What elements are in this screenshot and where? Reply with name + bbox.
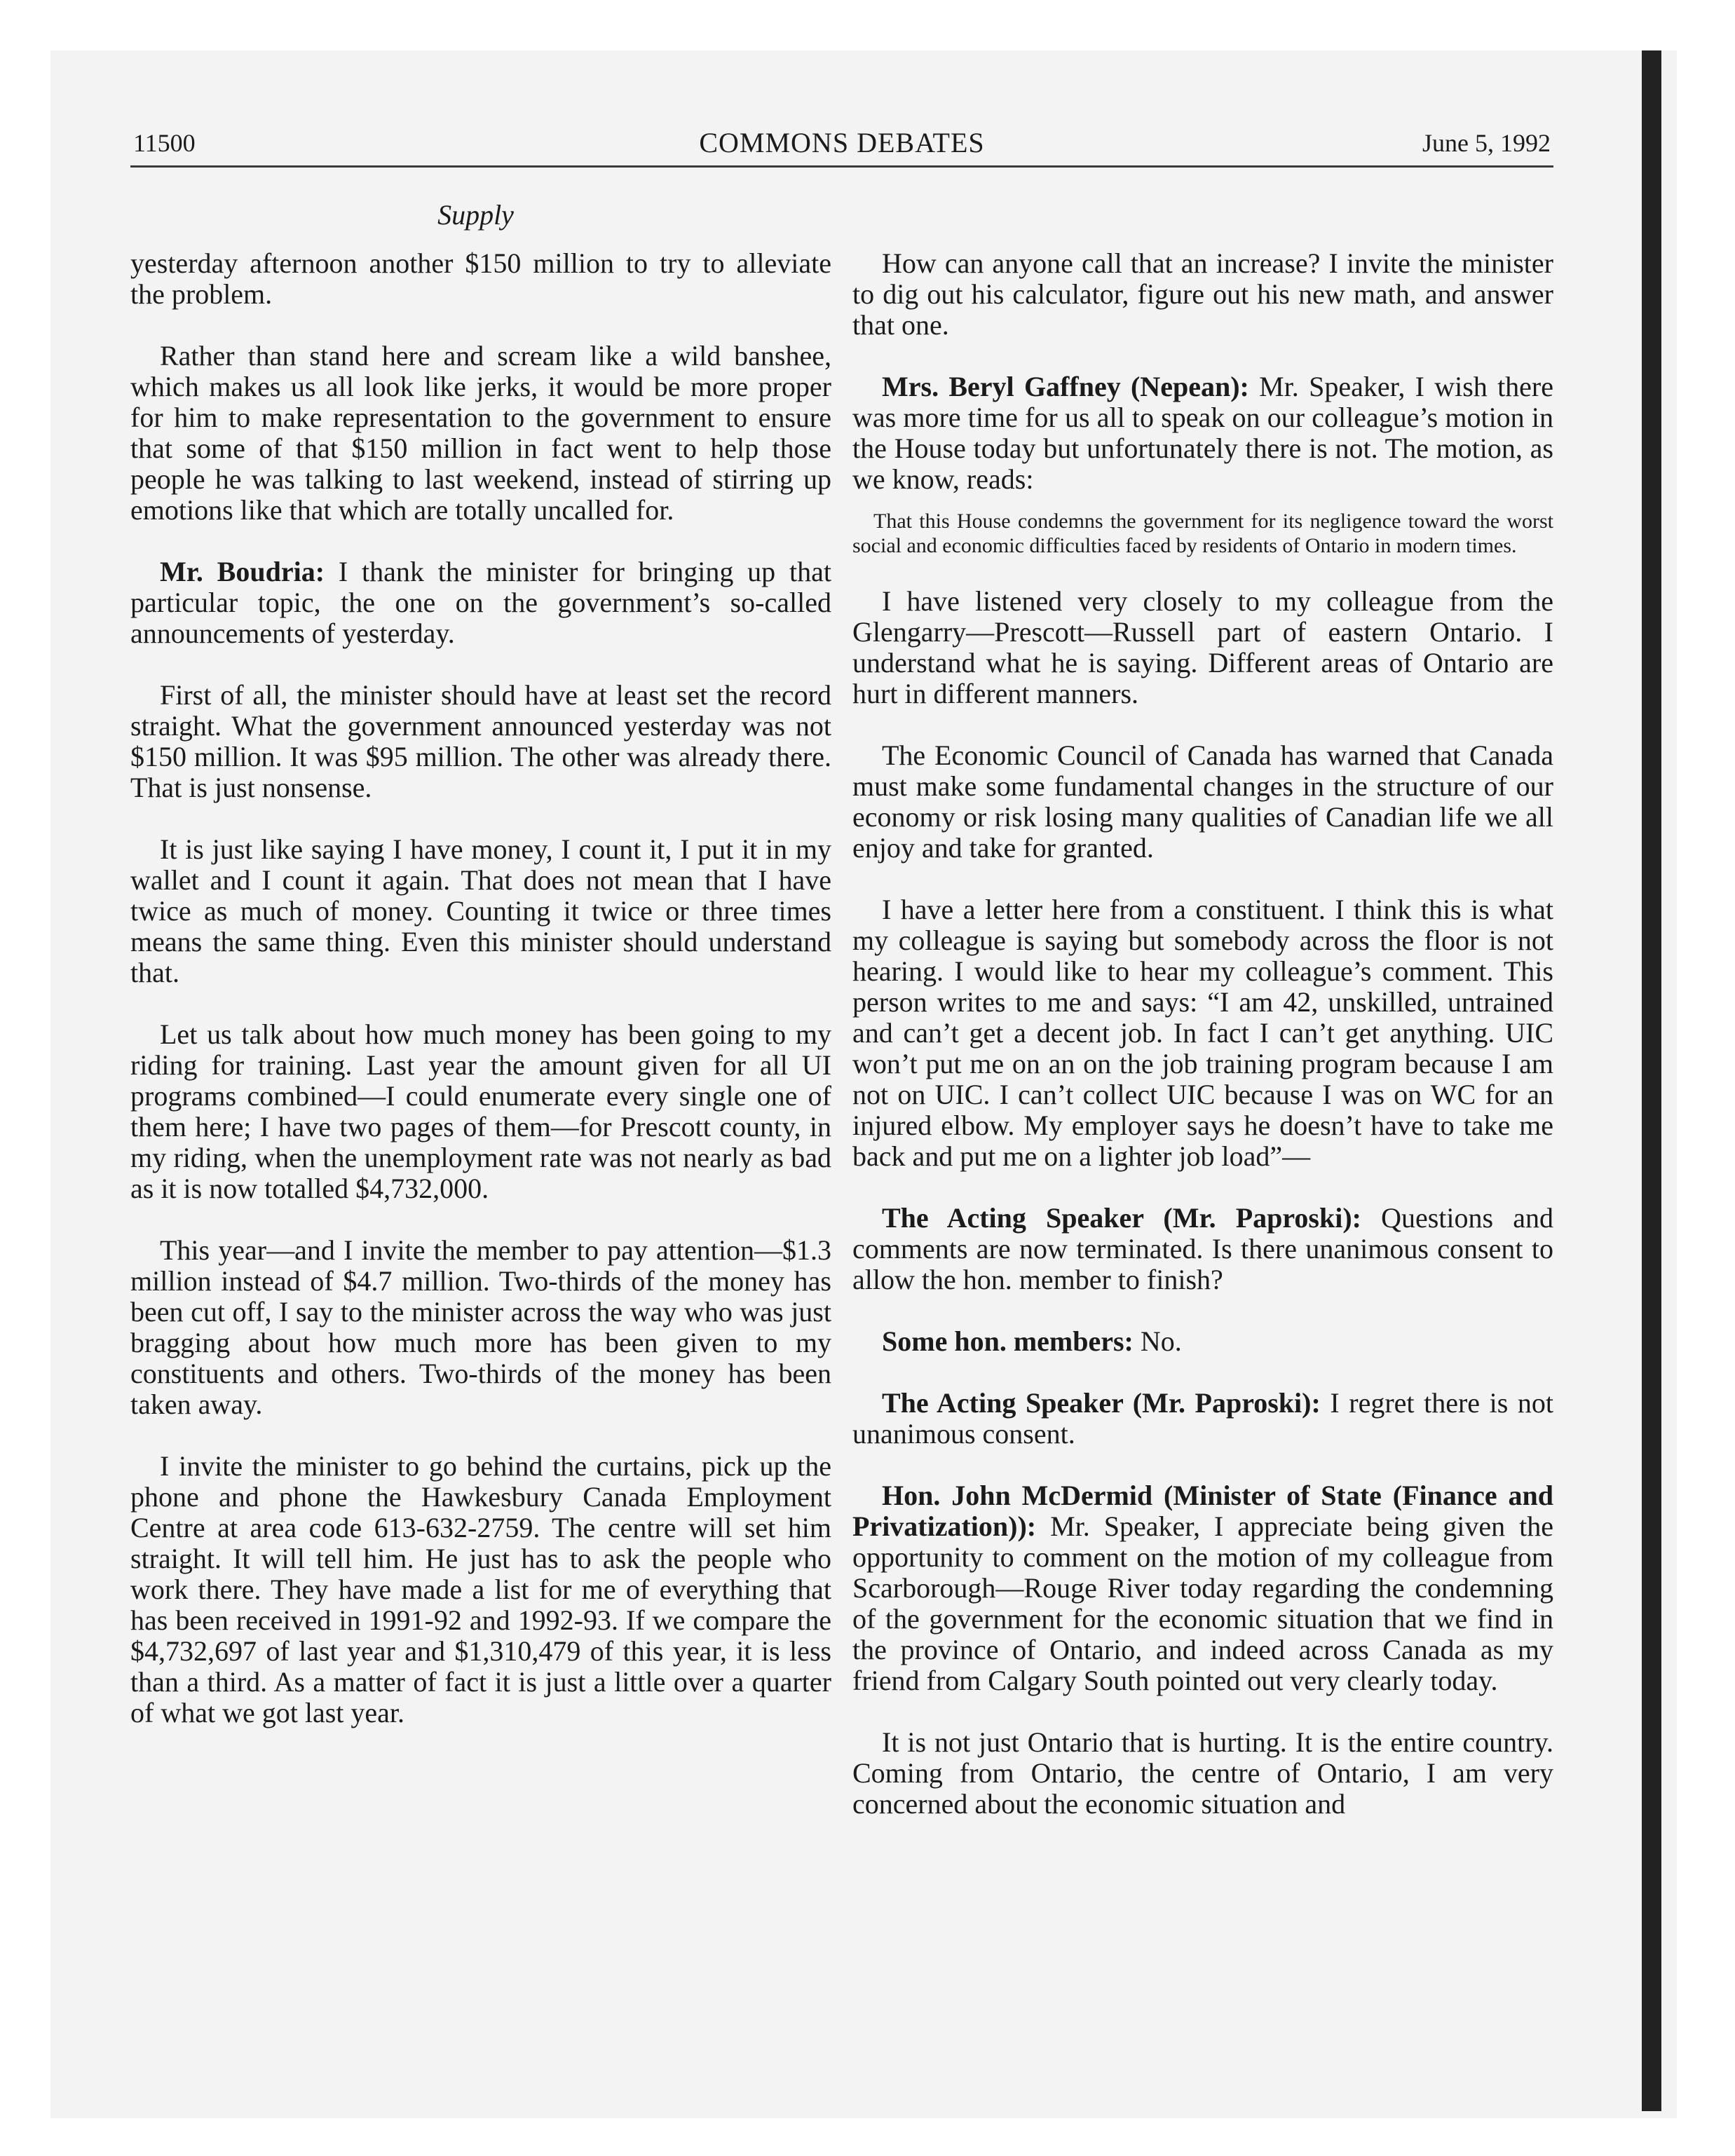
speech-text: I regret there is not unanimous consent. (852, 1387, 1553, 1449)
page-number: 11500 (133, 129, 196, 157)
section-heading: Supply (437, 199, 514, 231)
speaker-name: Some hon. members: (882, 1325, 1134, 1357)
paragraph: How can anyone call that an increase? I invite the minister to dig out his calculator, figure out his new math, and answer that one. (852, 247, 1553, 341)
issue-date: June 5, 1992 (1422, 129, 1551, 157)
running-head (130, 126, 1553, 168)
paragraph: I have a letter here from a constituent. I think this is what my colleague is saying but somebody across the floor is not hearing. I would like to hear my colleague’s comment. This person writes to me and says: “I am 42, unskilled, untrained and can’t get a decent job. In fact I can’t get anything. UIC won’t put me on an on the job training program because I am not on UIC. I can’t collect UIC because I was on WC for an injured elbow. My employer says he doesn’t have to take me back and put me on a lighter job load”— (852, 894, 1553, 1172)
publication-title: COMMONS DEBATES (699, 127, 985, 158)
paragraph: It is not just Ontario that is hurting. It is the entire country. Coming from Ontario, the centre of Ontario, I am very concerned about the economic situation and (852, 1726, 1553, 1820)
left-column (130, 248, 831, 1759)
right-column (852, 248, 1553, 1850)
paragraph: It is just like saying I have money, I count it, I put it in my wallet and I count it again. That does not mean that I have twice as much of money. Counting it twice or three times means the same thing. Even this minister should understand that. (130, 833, 831, 988)
paragraph: yesterday afternoon another $150 million to try to alleviate the problem. (130, 247, 831, 310)
speech-text: Mr. Speaker, I wish there was more time for us all to speak on our colleague’s motion in the House today but unfortunately there is not. The motion, as we know, reads: (852, 371, 1554, 495)
scan-edge-shadow (1642, 50, 1661, 2111)
speaker-name: The Acting Speaker (Mr. Paproski): (882, 1387, 1321, 1419)
paragraph: The Economic Council of Canada has warned that Canada must make some fundamental changes in the structure of our economy or risk losing many qualities of Canadian life we all enjoy and take for granted. (852, 739, 1553, 864)
speech-text: No. (1133, 1325, 1182, 1357)
speech-paragraph (852, 1326, 1553, 1357)
paragraph: I have listened very closely to my colleague from the Glengarry—Prescott—Russell part of eastern Ontario. I understand what he is saying. Different areas of Ontario are hurt in different manners. (852, 585, 1553, 709)
speech-text: Mr. Speaker, I appreciate being given the opportunity to comment on the motion of my colleague from Scarborough—Rouge River today regarding the condemning of the government for the economic situation that we find in the province of Ontario, and indeed across Canada as my friend from Calgary South pointed out very clearly today. (852, 1510, 1553, 1696)
speaker-name: The Acting Speaker (Mr. Paproski): (882, 1202, 1361, 1234)
speech-text: Questions and comments are now terminated. Is there unanimous consent to allow the hon. member to finish? (852, 1202, 1553, 1295)
speaker-name: Mr. Boudria: (160, 556, 325, 587)
speech-paragraph (852, 1480, 1553, 1696)
paragraph: I invite the minister to go behind the curtains, pick up the phone and phone the Hawkesbury Canada Employment Centre at area code 613-632-2759. The centre will set him straight. It will tell him. He just has to ask the people who work there. They have made a list for me of everything that has been received in 1991-92 and 1992-93. If we compare the $4,732,697 of last year and $1,310,479 of this year, it is less than a third. As a matter of fact it is just a little over a quarter of what we got last year. (130, 1450, 831, 1728)
speech-paragraph (852, 1203, 1553, 1295)
speaker-name: Mrs. Beryl Gaffney (Nepean): (882, 371, 1249, 402)
speech-paragraph (852, 1388, 1553, 1449)
paragraph: First of all, the minister should have at least set the record straight. What the government announced yesterday was not $150 million. It was $95 million. The other was already there. That is just nonsense. (130, 679, 831, 803)
speaker-name: Hon. John McDermid (Minister of State (Finance and Privatization)): (852, 1480, 1553, 1542)
paragraph: Rather than stand here and scream like a wild banshee, which makes us all look like jerks, it would be more proper for him to make representation to the government to ensure that some of that $150 million in fact went to help those people he was talking to last weekend, instead of stirring up emotions like that which are totally uncalled for. (130, 340, 831, 526)
speech-text: I thank the minister for bringing up that particular topic, the one on the government’s so-called announcements of yesterday. (130, 556, 831, 649)
paragraph: This year—and I invite the member to pay attention—$1.3 million instead of $4.7 million. Two-thirds of the money has been cut off, I say to the minister across the way who was just bragging about how much more has been given to my constituents and others. Two-thirds of the money has been taken away. (130, 1234, 831, 1420)
motion-quote: That this House condemns the government for its negligence toward the worst social and economic difficulties faced by residents of Ontario in modern times. (852, 510, 1553, 557)
paragraph: Let us talk about how much money has been going to my riding for training. Last year the amount given for all UI programs combined—I could enumerate every single one of them here; I have two pages of them—for Prescott county, in my riding, when the unemployment rate was not nearly as bad as it is now totalled $4,732,000. (130, 1018, 831, 1204)
speech-paragraph (852, 371, 1553, 495)
speech-paragraph (130, 557, 831, 649)
